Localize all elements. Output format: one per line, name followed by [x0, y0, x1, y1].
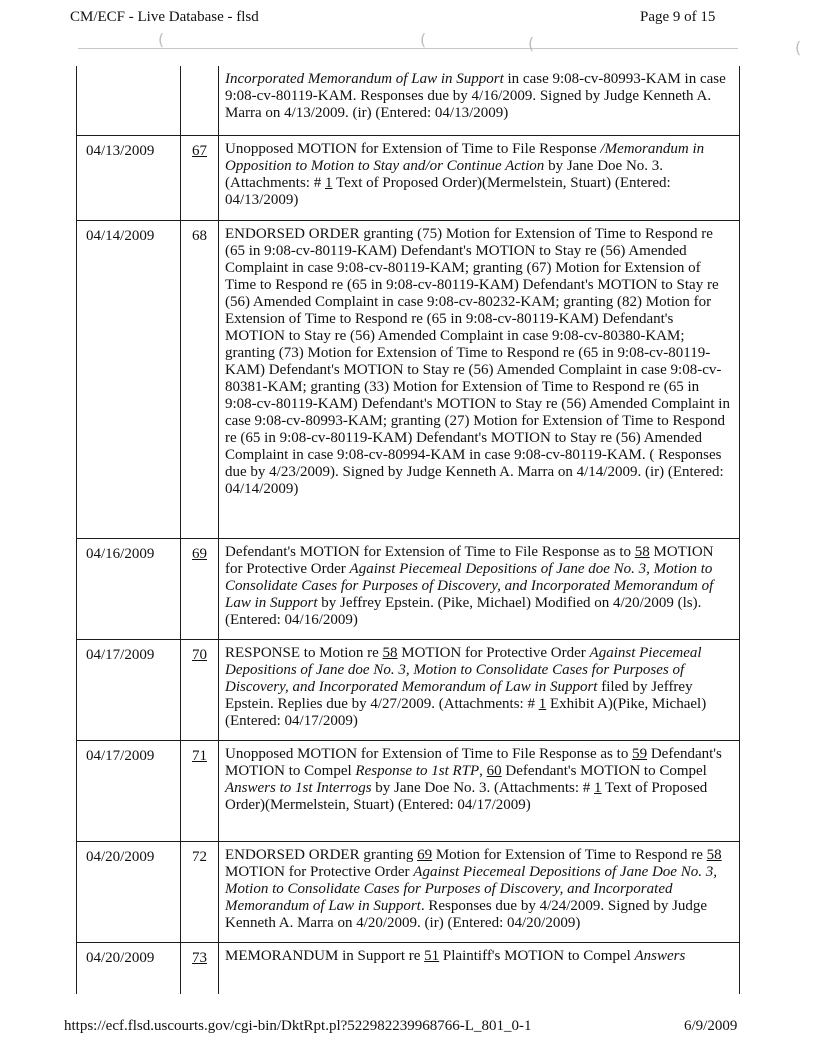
docket-row — [77, 66, 740, 135]
entry-date — [77, 66, 180, 73]
docket-row — [77, 841, 740, 942]
docket-row — [77, 220, 740, 538]
docket-link[interactable]: 58 — [382, 644, 398, 661]
docket-link[interactable]: 59 — [632, 745, 648, 762]
entry-text: ENDORSED ORDER granting 69 Motion for Extension of Time to Respond re 58 MOTION for Protective Order Against Piecemeal Depositions of Jane Doe No. 3, Motion to Consolidate Cases for Purposes of Discovery, and Incorporated Memorandum of Law in Support. Responses due by 4/24/2009. Signed by Judge Kenneth A. Marra on 4/20/2009. (ir) (Entered: 04/20/2009) — [225, 846, 722, 931]
entry-date: 04/17/2009 — [86, 646, 155, 663]
docket-row — [77, 538, 740, 639]
docket-link[interactable]: 60 — [486, 762, 502, 779]
attachment-link[interactable]: 1 — [594, 779, 602, 796]
scan-mark: ( — [420, 30, 427, 49]
entry-number-link[interactable]: 73 — [192, 949, 207, 966]
entry-number: 68 — [192, 227, 207, 244]
entry-text: Defendant's MOTION for Extension of Time to File Response as to 58 MOTION for Protective Order Against Piecemeal Depositions of Jane doe No. 3, Motion to Consolidate Cases for Purposes of Discovery, and Incorporated Memorandum of Law in Support by Jeffrey Epstein. (Pike, Michael) Modified on 4/20/2009 (ls). (Entered: 04/16/2009) — [225, 543, 714, 628]
docket-link[interactable]: 58 — [634, 543, 650, 560]
entry-date: 04/17/2009 — [86, 747, 155, 764]
entry-date: 04/20/2009 — [86, 949, 155, 966]
docket-row — [77, 942, 740, 994]
entry-date: 04/14/2009 — [86, 227, 155, 244]
entry-number-link[interactable]: 67 — [192, 142, 207, 159]
entry-text: Incorporated Memorandum of Law in Support in case 9:08-cv-80993-KAM in case 9:08-cv-80119-KAM. Responses due by 4/16/2009. Signed by Judge Kenneth A. Marra on 4/13/2009. (ir) (Entered: 04/13/2009) — [225, 71, 726, 121]
docket-link[interactable]: 58 — [706, 846, 722, 863]
entry-number-link[interactable]: 70 — [192, 646, 207, 663]
entry-text: RESPONSE to Motion re 58 MOTION for Protective Order Against Piecemeal Depositions of Jane doe No. 3, Motion to Consolidate Cases for Purposes of Discovery, and Incorporated Memorandum of Law in Support filed by Jeffrey Epstein. Replies due by 4/27/2009. (Attachments: # 1 Exhibit A)(Pike, Michael) (Entered: 04/17/2009) — [225, 644, 707, 729]
footer-url: https://ecf.flsd.uscourts.gov/cgi-bin/DktRpt.pl?522982239968766-L_801_0-1 — [64, 1018, 532, 1034]
entry-number-link[interactable]: 71 — [192, 747, 207, 764]
entry-date: 04/13/2009 — [86, 142, 155, 159]
entry-text: Unopposed MOTION for Extension of Time to File Response as to 59 Defendant's MOTION to Compel Response to 1st RTP, 60 Defendant's MOTION to Compel Answers to 1st Interrogs by Jane Doe No. 3. (Attachments: # 1 Text of Proposed Order)(Mermelstein, Stuart) (Entered: 04/17/2009) — [225, 745, 722, 813]
docket-row — [77, 639, 740, 740]
entry-text: Unopposed MOTION for Extension of Time to File Response /Memorandum in Opposition to Motion to Stay and/or Continue Action by Jane Doe No. 3. (Attachments: # 1 Text of Proposed Order)(Mermelstein, Stuart) (Entered: 04/13/2009) — [225, 140, 705, 208]
entry-number-link[interactable]: 69 — [192, 545, 207, 562]
scan-mark: ( — [795, 38, 802, 57]
page-header-title: CM/ECF - Live Database - flsd — [70, 9, 259, 25]
footer-date: 6/9/2009 — [684, 1018, 738, 1034]
entry-number: 72 — [192, 848, 207, 865]
entry-number — [181, 66, 218, 73]
header-rule — [78, 48, 738, 49]
docket-row — [77, 135, 740, 220]
docket-table — [76, 66, 740, 994]
docket-row — [77, 740, 740, 841]
entry-date: 04/20/2009 — [86, 848, 155, 865]
scan-mark: ( — [528, 34, 535, 53]
entry-text: ENDORSED ORDER granting (75) Motion for Extension of Time to Respond re (65 in 9:08-cv-80119-KAM) Defendant's MOTION to Stay re (56) Amended Complaint in case 9:08-cv-80119-KAM; granting (67) Motion for Extension of Time to Respond re (65 in 9:08-cv-80119-KAM) Defendant's MOTION to Stay re (56) Amended Complaint in case 9:08-cv-80232-KAM; granting (82) Motion for Extension of Time to Respond re (65 in 9:08-cv-80119-KAM) Defendant's MOTION to Stay re (56) Amended Complaint in case 9:08-cv-80380-KAM; granting (73) Motion for Extension of Time to Respond re (65 in 9:08-cv-80119-KAM) Defendant's MOTION to Stay re (56) Amended Complaint in case 9:08-cv-80381-KAM; granting (33) Motion for Extension of Time to Respond re (65 in 9:08-cv-80119-KAM) Defendant's MOTION to Stay re (56) Amended Complaint in case 9:08-cv-80993-KAM; granting (27) Motion for Extension of Time to Respond re (65 in 9:08-cv-80119-KAM) Defendant's MOTION to Stay re (56) Amended Complaint in case 9:08-cv-80994-KAM in case 9:08-cv-80119-KAM. ( Responses due by 4/23/2009). Signed by Judge Kenneth A. Marra on 4/14/2009. (ir) (Entered: 04/14/2009) — [225, 225, 730, 497]
entry-date: 04/16/2009 — [86, 545, 155, 562]
entry-text: MEMORANDUM in Support re 51 Plaintiff's MOTION to Compel Answers — [225, 947, 686, 964]
attachment-link[interactable]: 1 — [538, 695, 547, 712]
docket-link[interactable]: 51 — [424, 947, 440, 964]
attachment-link[interactable]: 1 — [324, 174, 333, 191]
scan-mark: ( — [158, 30, 165, 49]
page-number: Page 9 of 15 — [640, 9, 716, 25]
docket-link[interactable]: 69 — [417, 846, 433, 863]
